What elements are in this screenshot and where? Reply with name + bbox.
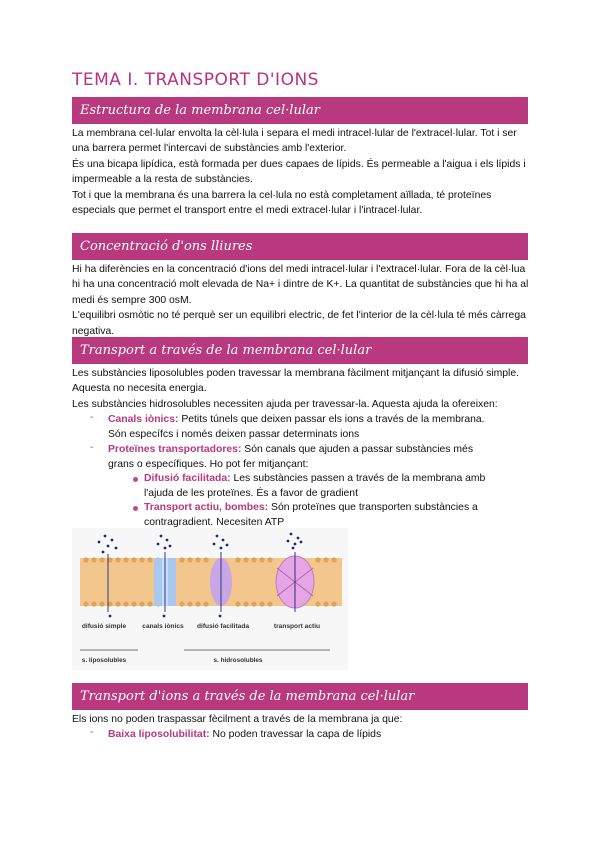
list-term: Proteïnes transportadores:: [108, 444, 242, 455]
list-text: Són específcs i només deixen passar determinats ions: [108, 429, 360, 441]
list-text: Són proteïnes que transporten substàncies a: [268, 502, 478, 513]
section-heading-free-ions: Concentració d'ons lliures: [72, 233, 528, 260]
section-intro-membrane-transport: [72, 366, 532, 412]
list-term: Baixa liposolubilitat:: [108, 729, 210, 740]
list-dash: -: [90, 412, 94, 423]
paragraph: Els ions no poden traspassar fècilment a través de la membrana ja que:: [72, 714, 403, 725]
figure-group-label-liposoluble: s. liposolubles: [81, 657, 127, 664]
paragraph: La membrana cel·lular envolta la cèl·lula i separa el medi intracel·lular de l'extracel·lular. Tot i ser una barrera permet l'intercavi de substàncies amb l'exterior.: [72, 128, 517, 155]
section-body-membrane-structure: [72, 126, 532, 218]
figure-label-ion-channels: canals iònics: [142, 623, 184, 630]
list-item-low-liposolubility: [108, 727, 528, 742]
section-body-free-ions: [72, 262, 532, 339]
list-text: Les substàncies passen a través de la membrana amb: [230, 473, 486, 484]
figure-label-facilitated-diffusion: difusió facilitada: [196, 623, 250, 630]
list-dash: -: [90, 442, 94, 453]
bullet: [133, 506, 138, 511]
paragraph: Hi ha diferències en la concentració d'ions del medi intracel·lular i l'extracel·lular. Fora de la cèl·lua hi ha una concentració molt elevada de Na+ i dintre de K+. La quantitat de substàncies que hi ha al medi és sempre 300 osM.: [72, 264, 529, 306]
section-heading-membrane-structure: Estructura de la membrana cel·lular: [72, 97, 528, 124]
section-heading-ion-transport: Transport d'ions a través de la membrana cel·lular: [72, 683, 528, 710]
figure-group-label-hydrosoluble: s. hidrosolubles: [213, 657, 263, 664]
paragraph: Tot i que la membrana és una barrera la cel·lula no està completament aïllada, té proteïnes especials que permet el transport entre el medi extracel·lular i l'intracel·lular.: [72, 189, 492, 217]
list-text: grans o específiques. Ho pot fer mitjançant:: [108, 459, 309, 471]
paragraph: És una bicapa lipídica, està formada per dues capaes de lípids. És permeable a l'aigua i els lípids i impermeable a la resta de substàncies.: [72, 158, 526, 186]
list-item-active-transport: [144, 500, 534, 531]
figure-label-active-transport: transport actiu: [273, 623, 321, 630]
figure-label-simple-diffusion: difusió simple: [81, 623, 127, 630]
list-dash: -: [90, 727, 94, 738]
list-item-transport-proteins: [108, 442, 528, 473]
bullet: [133, 477, 138, 482]
list-term: Difusió facilitada:: [144, 473, 231, 484]
list-item-facilitated-diffusion: [144, 471, 534, 502]
membrane-transport-figure: [72, 528, 348, 670]
paragraph: Les substàncies hidrosolubles necessiten ajuda per travessar-la. Aquesta ajuda la ofereixen:: [72, 398, 498, 410]
list-term: Canals iònics:: [108, 414, 179, 425]
paragraph: L'equilibri osmòtic no té perquè ser un equilibri electric, de fet l'interior de la cèl·lula té més càrrega negativa.: [72, 310, 526, 337]
paragraph: Les substàncies liposolubles poden travessar la membrana fàcilment mitjançant la difusió simple. Aquesta no necesita energia.: [72, 368, 520, 395]
list-text: Petits túnels que deixen passar els ions a través de la membrana.: [178, 414, 485, 425]
list-item-ion-channels: [108, 412, 528, 443]
list-text: Són canals que ajuden a passar substàncies més: [241, 444, 474, 455]
page-title: TEMA I. TRANSPORT D'IONS: [72, 70, 319, 90]
section-heading-membrane-transport: Transport a través de la membrana cel·lular: [72, 337, 528, 364]
list-text: l'ajuda de les proteïnes. És a favor de gradient: [144, 488, 358, 500]
list-term: Transport actiu, bombes:: [144, 502, 269, 513]
list-text: contragradient. Necesiten ATP: [144, 517, 285, 529]
list-text: No poden travessar la capa de lípids: [209, 729, 382, 740]
section-intro-ion-transport: [72, 712, 532, 727]
